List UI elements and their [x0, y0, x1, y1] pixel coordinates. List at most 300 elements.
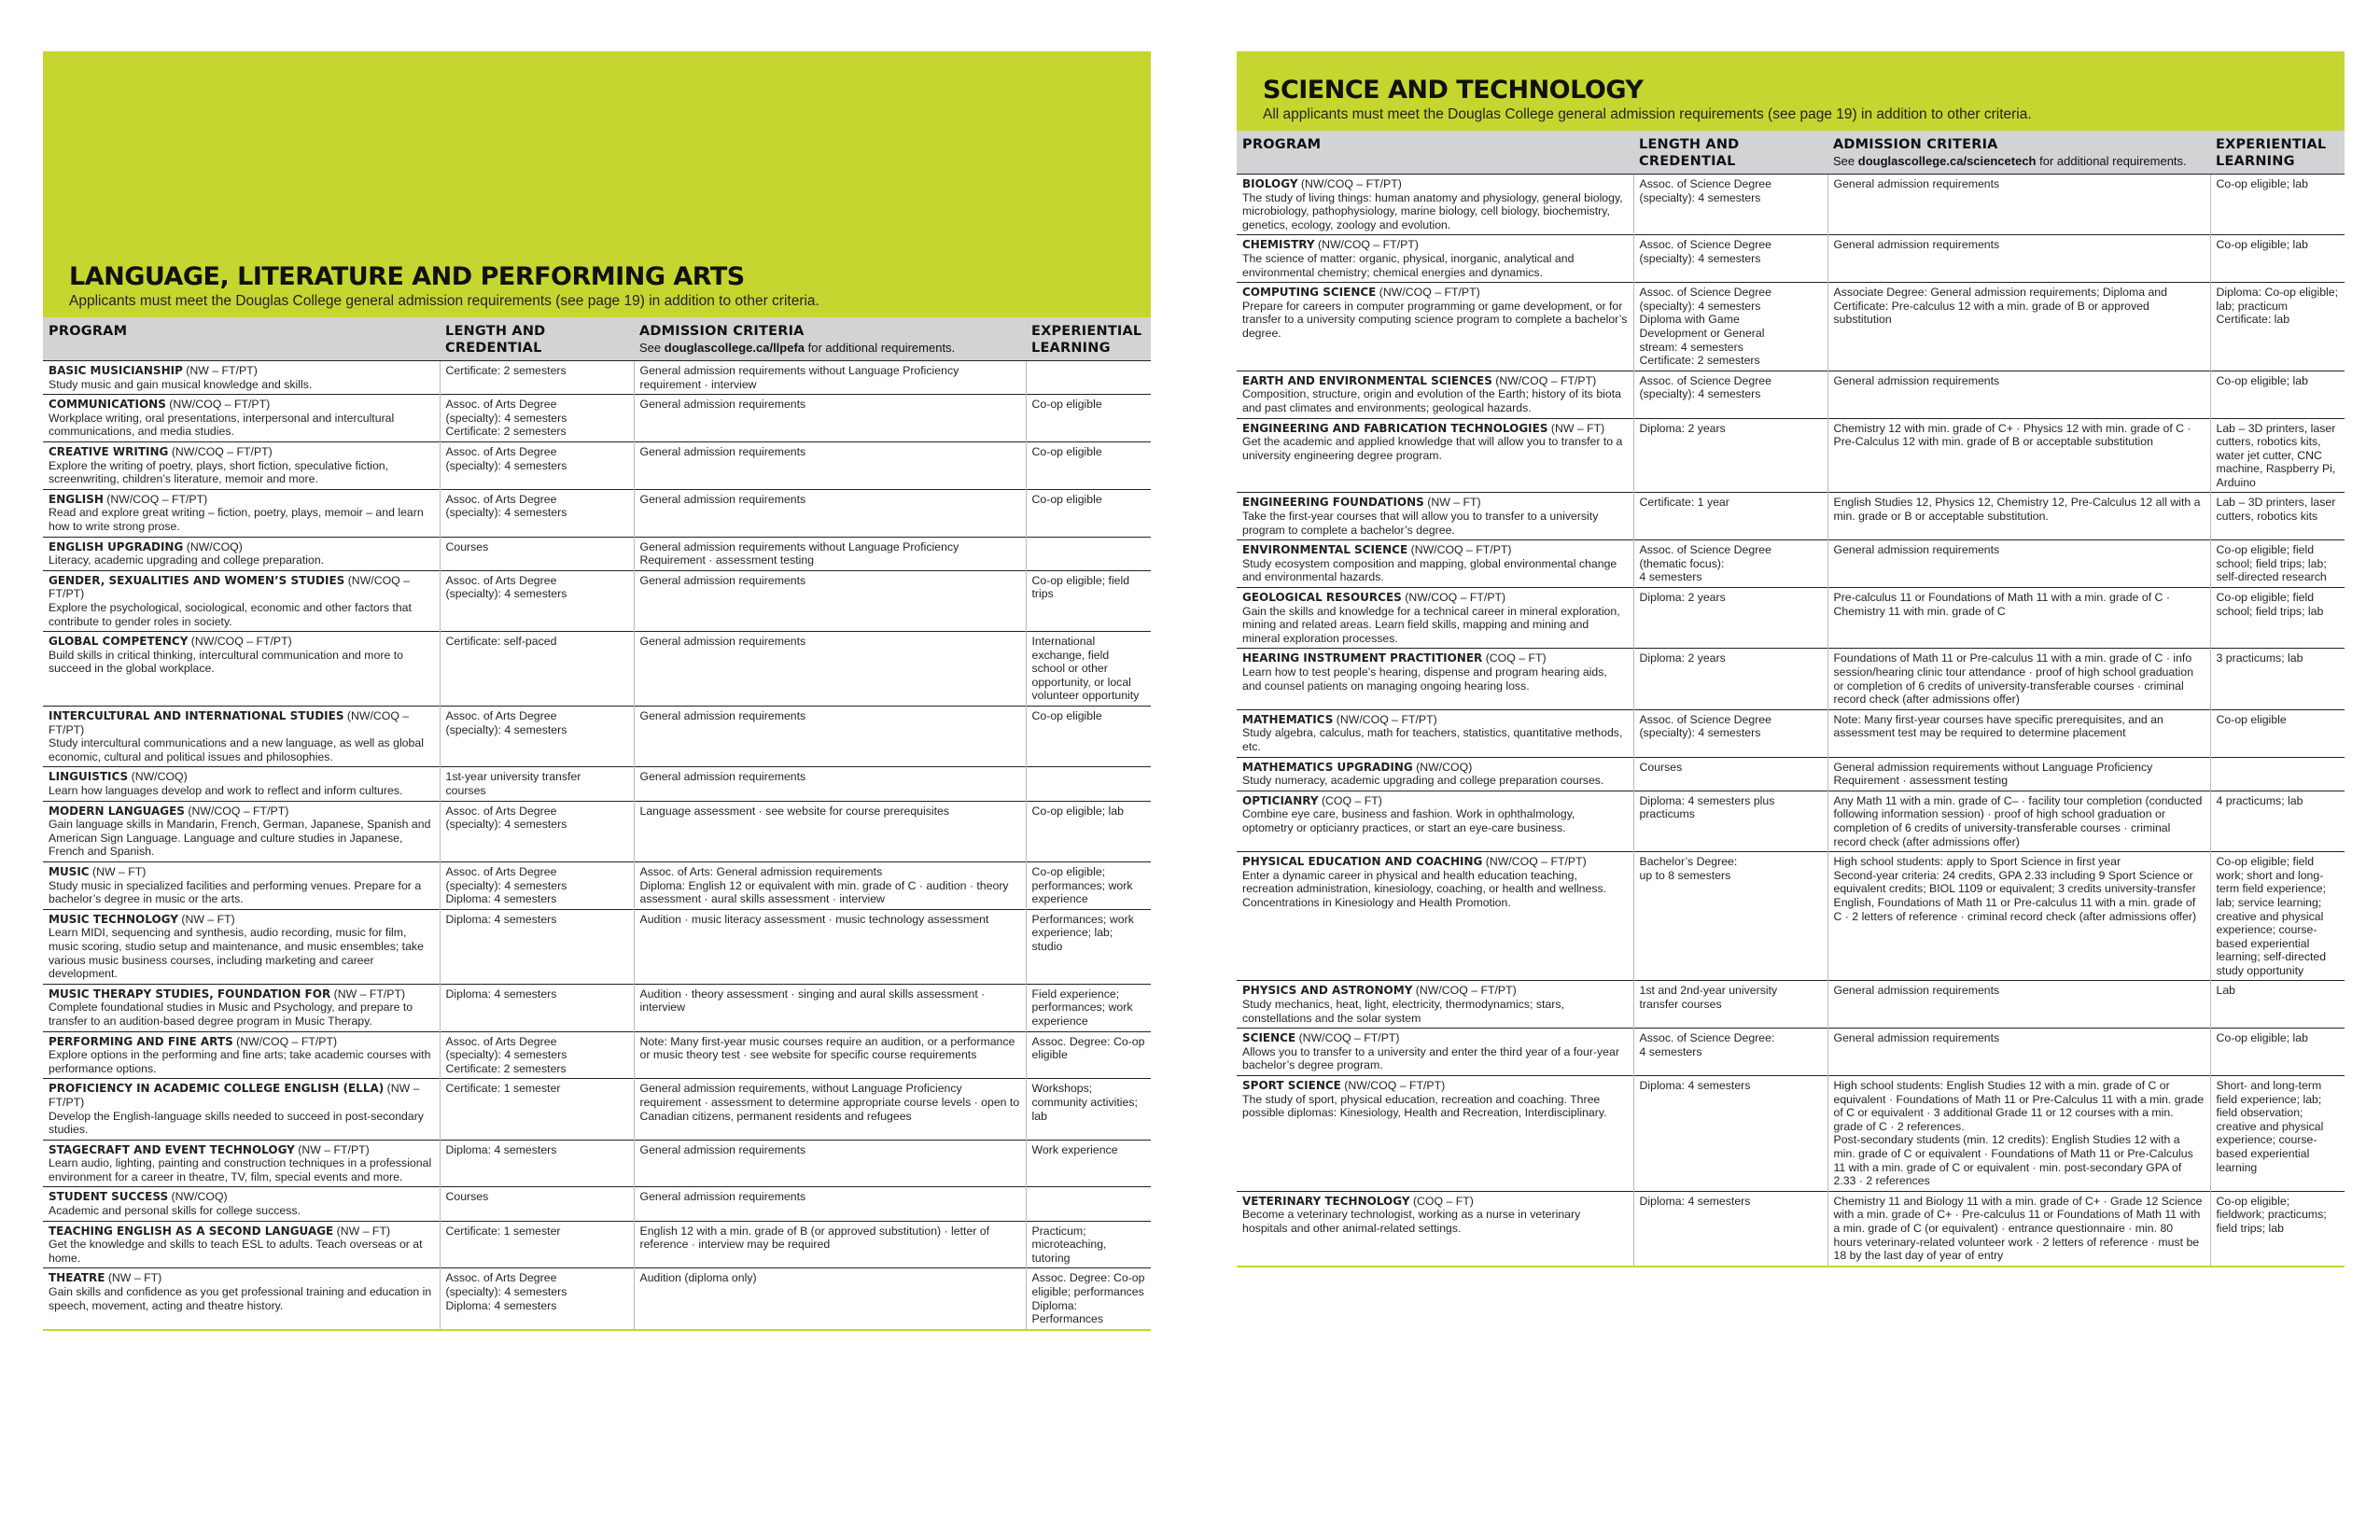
header-criteria	[1827, 131, 2210, 175]
program-name: ENGINEERING AND FABRICATION TECHNOLOGIES	[1242, 421, 1548, 435]
program-campus-code: (NW/COQ – FT/PT)	[1297, 177, 1402, 190]
experiential-learning-cell: Practicum; microteaching, tutoring	[1026, 1221, 1151, 1268]
length-credential-cell: Courses	[1633, 757, 1827, 791]
admission-criteria-cell: General admission requirements	[634, 1187, 1026, 1221]
program-table	[43, 317, 1151, 1331]
table-row	[43, 632, 1151, 707]
program-name: SCIENCE	[1242, 1031, 1296, 1045]
experiential-learning-cell: Co-op eligible; field work; short and long-term field experience; lab; service learning; creative and physical experience; course-based experiential learning; self-directed study opportunity	[2210, 852, 2345, 981]
table-row	[1237, 791, 2345, 851]
experiential-learning-cell: Co-op eligible; lab	[2210, 235, 2345, 283]
table-row	[43, 1268, 1151, 1330]
program-cell	[1237, 1076, 1633, 1192]
experiential-learning-cell: Workshops; community activities; lab	[1026, 1079, 1151, 1140]
program-campus-code: (NW/COQ – FT/PT)	[1401, 591, 1506, 605]
header-program: PROGRAM	[1237, 131, 1633, 175]
table-row	[1237, 709, 2345, 757]
program-description: The science of matter: organic, physical, inorganic, analytical and environmental chemistry; chemical energies and dynamics.	[1242, 251, 1575, 279]
length-credential-cell: Diploma: 4 semesters	[440, 909, 634, 984]
program-campus-code: (NW/COQ – FT/PT)	[184, 804, 289, 818]
experiential-learning-cell: Short- and long-term field experience; lab; field observation; creative and physical experience; course-based experiential learning	[2210, 1076, 2345, 1192]
admission-criteria-cell: General admission requirements	[634, 441, 1026, 489]
experiential-learning-cell: Co-op eligible	[1026, 395, 1151, 442]
header-criteria-label: ADMISSION CRITERIA	[1833, 137, 1998, 152]
admission-criteria-cell: General admission requirements	[1827, 540, 2210, 588]
length-credential-cell: Courses	[440, 537, 634, 570]
program-name: ENGLISH UPGRADING	[49, 539, 184, 553]
program-description: The study of sport, physical education, recreation and coaching. Three possible diplomas: Kinesiology, Health and Recreation, Interdisciplinary.	[1242, 1092, 1607, 1120]
table-header-row	[43, 317, 1151, 361]
admission-criteria-cell: High school students: English Studies 12 with a min. grade of C or equivalent · Foundations of Math 11 or Pre-Calculus 11 with a min. grade of C or equivalent · 3 additional Grade 11 or 12 courses with a min. grade of C · 2 references. Post-secondary students (min. 12 credits): English Studies 12 with a min. grade of C or equivalent · Foundations of Math 11 or Pre-Calculus 11 with a min. grade of C or equivalent · min. post-secondary GPA of 2.33 · 2 references	[1827, 1076, 2210, 1192]
program-cell	[1237, 757, 1633, 791]
program-campus-code: (NW/COQ – FT/PT)	[1407, 543, 1512, 557]
program-description: Study numeracy, academic upgrading and college preparation courses.	[1242, 774, 1604, 788]
admission-criteria-cell: General admission requirements	[1827, 371, 2210, 418]
program-description: Explore options in the performing and fine arts; take academic courses with performance options.	[49, 1048, 431, 1075]
program-name: MATHEMATICS	[1242, 712, 1334, 726]
program-name: BIOLOGY	[1242, 177, 1298, 190]
program-campus-code: (NW/COQ – FT/PT)	[1412, 984, 1517, 998]
program-name: ENGINEERING FOUNDATIONS	[1242, 496, 1424, 510]
program-cell	[1237, 418, 1633, 493]
length-credential-cell: Assoc. of Science Degree (specialty): 4 semesters	[1633, 175, 1827, 235]
length-credential-cell: Assoc. of Science Degree (specialty): 4 semesters	[1633, 709, 1827, 757]
admission-criteria-cell: Foundations of Math 11 or Pre-calculus 11 with a min. grade of C · info session/hearing clinic tour attendance · proof of high school graduation or completion of 6 credits of university-transferable courses · criminal record check (after admissions offer)	[1827, 649, 2210, 709]
program-name: STAGECRAFT AND EVENT TECHNOLOGY	[49, 1142, 295, 1156]
program-campus-code: (NW/COQ – FT/PT)	[1482, 855, 1587, 869]
program-cell	[43, 361, 440, 395]
table-row	[43, 441, 1151, 489]
criteria-link[interactable]: douglascollege.ca/sciencetech	[1857, 154, 2037, 168]
table-row	[1237, 588, 2345, 649]
program-name: INTERCULTURAL AND INTERNATIONAL STUDIES	[49, 709, 344, 723]
header-criteria-label: ADMISSION CRITERIA	[639, 324, 805, 339]
program-name: PHYSICAL EDUCATION AND COACHING	[1242, 855, 1483, 869]
table-row	[43, 801, 1151, 861]
admission-criteria-cell: Audition · theory assessment · singing and aural skills assessment · interview	[634, 984, 1026, 1031]
program-cell	[43, 984, 440, 1031]
admission-criteria-cell: General admission requirements without Language Proficiency Requirement · assessment testing	[634, 537, 1026, 570]
program-cell	[43, 489, 440, 537]
program-campus-code: (NW – FT)	[1547, 421, 1605, 435]
experiential-learning-cell: Lab – 3D printers, laser cutters, robotics kits	[2210, 493, 2345, 540]
table-row	[43, 1221, 1151, 1268]
length-credential-cell: Assoc. of Arts Degree (specialty): 4 semesters	[440, 489, 634, 537]
program-cell	[43, 1140, 440, 1187]
admission-criteria-cell: Chemistry 12 with min. grade of C+ · Physics 12 with min. grade of C · Pre-Calculus 12 with min. grade of B or acceptable substitution	[1827, 418, 2210, 493]
program-name: MUSIC THERAPY STUDIES, FOUNDATION FOR	[49, 987, 331, 1001]
admission-criteria-cell: General admission requirements	[1827, 175, 2210, 235]
experiential-learning-cell	[1026, 1187, 1151, 1221]
program-cell	[1237, 709, 1633, 757]
program-campus-code: (NW/COQ)	[1412, 760, 1473, 774]
criteria-note-post: for additional requirements.	[805, 341, 956, 355]
table-row	[1237, 283, 2345, 371]
program-cell	[1237, 493, 1633, 540]
program-name: GEOLOGICAL RESOURCES	[1242, 591, 1402, 605]
program-table	[1237, 131, 2345, 1267]
table-row	[43, 570, 1151, 631]
experiential-learning-cell: Co-op eligible; field trips	[1026, 570, 1151, 631]
experiential-learning-cell: Co-op eligible; lab	[1026, 801, 1151, 861]
experiential-learning-cell: Co-op eligible	[1026, 707, 1151, 767]
table-row	[43, 862, 1151, 910]
table-row	[1237, 371, 2345, 418]
length-credential-cell: Assoc. of Arts Degree (specialty): 4 semesters Diploma: 4 semesters	[440, 1268, 634, 1330]
program-description: Read and explore great writing – fiction, poetry, plays, memoir – and learn how to write strong prose.	[49, 506, 424, 533]
header-criteria	[634, 317, 1026, 361]
program-name: ENGLISH	[49, 492, 104, 506]
program-campus-code: (NW/COQ)	[128, 770, 188, 784]
criteria-link[interactable]: douglascollege.ca/llpefa	[664, 341, 805, 355]
program-campus-code: (COQ – FT)	[1409, 1194, 1474, 1208]
program-name: MATHEMATICS UPGRADING	[1242, 760, 1413, 774]
admission-criteria-cell: General admission requirements without Language Proficiency Requirement · assessment testing	[1827, 757, 2210, 791]
program-name: PHYSICS AND ASTRONOMY	[1242, 984, 1413, 998]
program-cell	[43, 909, 440, 984]
header-experiential: EXPERIENTIAL LEARNING	[1026, 317, 1151, 361]
program-cell	[43, 1079, 440, 1140]
admission-criteria-cell: Audition (diploma only)	[634, 1268, 1026, 1330]
program-name: TEACHING ENGLISH AS A SECOND LANGUAGE	[49, 1224, 334, 1238]
program-description: Develop the English-language skills needed to succeed in post-secondary studies.	[49, 1109, 424, 1137]
experiential-learning-cell: Co-op eligible; lab	[2210, 175, 2345, 235]
admission-criteria-cell: Any Math 11 with a min. grade of C– · facility tour completion (conducted following information session) · proof of high school graduation or completion of 6 credits of university-transferable courses · criminal record check (after admissions offer)	[1827, 791, 2210, 851]
table-row	[1237, 418, 2345, 493]
program-cell	[43, 862, 440, 910]
program-name: SPORT SCIENCE	[1242, 1079, 1341, 1093]
experiential-learning-cell: Co-op eligible; field school; field trips; lab; self-directed research	[2210, 540, 2345, 588]
admission-criteria-cell: General admission requirements, without Language Proficiency requirement · assessment to determine appropriate course levels · open to Canadian citizens, permanent residents and refugees	[634, 1079, 1026, 1140]
program-cell	[43, 441, 440, 489]
section-banner	[43, 51, 1151, 317]
program-description: The study of living things: human anatomy and physiology, general biology, microbiology, pathophysiology, marine biology, cell biology, biochemistry, genetics, ecology, zoology and evolution.	[1242, 190, 1623, 231]
program-name: OPTICIANRY	[1242, 793, 1319, 807]
admission-criteria-cell: General admission requirements	[634, 489, 1026, 537]
experiential-learning-cell: Performances; work experience; lab; studio	[1026, 909, 1151, 984]
admission-criteria-cell: High school students: apply to Sport Science in first year Second-year criteria: 24 credits, GPA 2.33 including 9 Sport Science or equivalent credits; BIOL 1109 or equivalent; 3 credits university-transfer English, Foundations of Math 11 or Pre-calculus 11 with a min. grade of C · 2 letters of reference · criminal record check (after admissions offer)	[1827, 852, 2210, 981]
table-row	[1237, 540, 2345, 588]
program-description: Take the first-year courses that will allow you to transfer to a university program to complete a bachelor’s degree.	[1242, 510, 1599, 537]
program-campus-code: (NW/COQ – FT/PT)	[1340, 1079, 1446, 1093]
table-row	[1237, 852, 2345, 981]
table-row	[43, 1187, 1151, 1221]
admission-criteria-cell: Language assessment · see website for course prerequisites	[634, 801, 1026, 861]
experiential-learning-cell: Lab – 3D printers, laser cutters, robotics kits, water jet cutter, CNC machine, Raspberry Pi, Arduino	[2210, 418, 2345, 493]
length-credential-cell: Certificate: self-paced	[440, 632, 634, 707]
admission-criteria-cell: Assoc. of Arts: General admission requirements Diploma: English 12 or equivalent with min. grade of C · audition · theory assessment · aural skills assessment · interview	[634, 862, 1026, 910]
length-credential-cell: Assoc. of Arts Degree (specialty): 4 semesters	[440, 441, 634, 489]
length-credential-cell: Assoc. of Arts Degree (specialty): 4 semesters	[440, 570, 634, 631]
table-row	[43, 707, 1151, 767]
experiential-learning-cell: Assoc. Degree: Co-op eligible; performances Diploma: Performances	[1026, 1268, 1151, 1330]
length-credential-cell: Assoc. of Science Degree (specialty): 4 semesters	[1633, 371, 1827, 418]
right-panel	[1237, 51, 2345, 1267]
length-credential-cell: Courses	[440, 1187, 634, 1221]
length-credential-cell: Diploma: 2 years	[1633, 588, 1827, 649]
program-campus-code: (NW – FT)	[1423, 496, 1481, 510]
length-credential-cell: Assoc. of Science Degree (specialty): 4 semesters	[1633, 235, 1827, 283]
program-description: Combine eye care, business and fashion. Work in ophthalmology, optometry or opticianry practices, or start an eye-care business.	[1242, 807, 1575, 834]
table-row	[43, 361, 1151, 395]
program-name: GLOBAL COMPETENCY	[49, 635, 189, 649]
criteria-note	[639, 340, 1020, 357]
admission-criteria-cell: Note: Many first-year music courses require an audition, or a performance or music theory test · see website for specific course requirements	[634, 1031, 1026, 1079]
program-campus-code: (NW/COQ – FT/PT)	[1333, 712, 1437, 726]
admission-criteria-cell: General admission requirements	[1827, 235, 2210, 283]
table-row	[1237, 175, 2345, 235]
experiential-learning-cell: Field experience; performances; work experience	[1026, 984, 1151, 1031]
admission-criteria-cell: English Studies 12, Physics 12, Chemistry 12, Pre-Calculus 12 all with a min. grade or B or acceptable substitution.	[1827, 493, 2210, 540]
program-description: Literacy, academic upgrading and college preparation.	[49, 553, 325, 567]
program-description: Become a veterinary technologist, working as a nurse in veterinary hospitals and other animal-related settings.	[1242, 1208, 1581, 1235]
program-description: Learn how to test people’s hearing, dispense and program hearing aids, and counsel patients on managing ongoing hearing loss.	[1242, 665, 1607, 693]
table-row	[1237, 235, 2345, 283]
experiential-learning-cell	[1026, 767, 1151, 801]
table-row	[43, 1079, 1151, 1140]
criteria-note-pre: See	[1833, 154, 1858, 168]
program-description: Get the knowledge and skills to teach ESL to adults. Teach overseas or at home.	[49, 1238, 423, 1265]
header-program: PROGRAM	[43, 317, 440, 361]
program-cell	[43, 707, 440, 767]
length-credential-cell: Diploma: 2 years	[1633, 649, 1827, 709]
admission-criteria-cell: General admission requirements	[1827, 981, 2210, 1029]
admission-criteria-cell: General admission requirements without Language Proficiency requirement · interview	[634, 361, 1026, 395]
experiential-learning-cell: Co-op eligible	[2210, 709, 2345, 757]
program-cell	[1237, 283, 1633, 371]
program-campus-code: (NW/COQ – FT/PT)	[49, 573, 410, 601]
header-experiential: EXPERIENTIAL LEARNING	[2210, 131, 2345, 175]
program-cell	[1237, 981, 1633, 1029]
criteria-note	[1833, 153, 2205, 170]
program-campus-code: (NW/COQ – FT/PT)	[232, 1034, 338, 1048]
experiential-learning-cell: Co-op eligible	[1026, 441, 1151, 489]
program-campus-code: (NW – FT/PT)	[49, 1082, 420, 1109]
program-description: Learn audio, lighting, painting and construction techniques in a professional environment for a career in theatre, TV, film, special events and more.	[49, 1156, 432, 1183]
program-name: PROFICIENCY IN ACADEMIC COLLEGE ENGLISH (ELLA)	[49, 1082, 385, 1096]
program-description: Study mechanics, heat, light, electricity, thermodynamics; stars, constellations and the solar system	[1242, 998, 1564, 1025]
program-description: Study intercultural communications and a new language, as well as global economic, cultural and political issues and philosophies.	[49, 736, 424, 763]
admission-criteria-cell: Chemistry 11 and Biology 11 with a min. grade of C+ · Grade 12 Science with a min. grade of C+ · Pre-calculus 11 or Foundations of Math 11 with a min. grade of C (or equivalent) · entrance questionnaire · min. 80 hours veterinary-related volunteer work · 2 letters of reference · must be 18 by the last day of year of entry	[1827, 1191, 2210, 1266]
program-cell	[1237, 1029, 1633, 1076]
experiential-learning-cell: Co-op eligible; field school; field trips; lab	[2210, 588, 2345, 649]
length-credential-cell: Assoc. of Arts Degree (specialty): 4 semesters Diploma: 4 semesters	[440, 862, 634, 910]
table-row	[43, 395, 1151, 442]
criteria-note-post: for additional requirements.	[2036, 154, 2187, 168]
length-credential-cell: Assoc. of Arts Degree (specialty): 4 semesters	[440, 801, 634, 861]
program-description: Learn MIDI, sequencing and synthesis, audio recording, music for film, music scoring, studio setup and maintenance, and music ensembles; take various music business courses, including marketing and career development.	[49, 926, 424, 981]
admission-criteria-cell: Audition · music literacy assessment · music technology assessment	[634, 909, 1026, 984]
program-name: COMMUNICATIONS	[49, 398, 166, 412]
experiential-learning-cell: 4 practicums; lab	[2210, 791, 2345, 851]
program-cell	[43, 1187, 440, 1221]
program-cell	[43, 801, 440, 861]
header-length: LENGTH AND CREDENTIAL	[440, 317, 634, 361]
program-name: HEARING INSTRUMENT PRACTITIONER	[1242, 651, 1483, 665]
admission-criteria-cell: Pre-calculus 11 or Foundations of Math 11 with a min. grade of C · Chemistry 11 with min. grade of C	[1827, 588, 2210, 649]
program-description: Explore the psychological, sociological, economic and other factors that contribute to gender roles in society.	[49, 600, 412, 628]
admission-criteria-cell: General admission requirements	[634, 570, 1026, 631]
length-credential-cell: Assoc. of Science Degree: 4 semesters	[1633, 1029, 1827, 1076]
experiential-learning-cell: Assoc. Degree: Co-op eligible	[1026, 1031, 1151, 1079]
header-length: LENGTH AND CREDENTIAL	[1633, 131, 1827, 175]
program-description: Get the academic and applied knowledge that will allow you to transfer to a university engineering degree program.	[1242, 435, 1623, 462]
program-cell	[1237, 175, 1633, 235]
length-credential-cell: Assoc. of Arts Degree (specialty): 4 semesters	[440, 707, 634, 767]
program-campus-code: (NW – FT/PT)	[182, 364, 258, 377]
program-name: BASIC MUSICIANSHIP	[49, 364, 183, 377]
program-description: Gain language skills in Mandarin, French, German, Japanese, Spanish and American Sign Language. Language and culture studies in Japanese, French and Spanish.	[49, 818, 431, 859]
admission-criteria-cell: General admission requirements	[634, 632, 1026, 707]
program-cell	[43, 537, 440, 570]
program-campus-code: (COQ – FT)	[1318, 793, 1382, 807]
program-campus-code: (NW – FT)	[333, 1224, 391, 1238]
program-description: Study algebra, calculus, math for teachers, statistics, quantitative methods, etc.	[1242, 726, 1623, 753]
table-row	[1237, 493, 2345, 540]
program-cell	[1237, 649, 1633, 709]
experiential-learning-cell: Co-op eligible; lab	[2210, 1029, 2345, 1076]
length-credential-cell: Certificate: 2 semesters	[440, 361, 634, 395]
program-name: VETERINARY TECHNOLOGY	[1242, 1194, 1410, 1208]
program-cell	[1237, 540, 1633, 588]
table-row	[1237, 1076, 2345, 1192]
program-description: Composition, structure, origin and evolution of the Earth; history of its biota and past climates and environments; geological hazards.	[1242, 387, 1622, 414]
program-description: Prepare for careers in computer programming or game development, or for transfer to a university computing science program to complete a bachelor’s degree.	[1242, 299, 1628, 340]
length-credential-cell: Certificate: 1 semester	[440, 1221, 634, 1268]
experiential-learning-cell	[1026, 537, 1151, 570]
program-cell	[1237, 588, 1633, 649]
program-description: Study music and gain musical knowledge and skills.	[49, 377, 313, 391]
table-row	[1237, 981, 2345, 1029]
table-row	[43, 1140, 1151, 1187]
program-name: THEATRE	[49, 1271, 105, 1285]
table-row	[1237, 1029, 2345, 1076]
table-row	[43, 984, 1151, 1031]
experiential-learning-cell: International exchange, field school or other opportunity, or local volunteer opportunity	[1026, 632, 1151, 707]
experiential-learning-cell: Lab	[2210, 981, 2345, 1029]
program-name: GENDER, SEXUALITIES AND WOMEN’S STUDIES	[49, 573, 345, 587]
program-description: Academic and personal skills for college success.	[49, 1204, 301, 1218]
length-credential-cell: Diploma: 4 semesters	[440, 984, 634, 1031]
admission-criteria-cell: General admission requirements	[634, 767, 1026, 801]
length-credential-cell: Diploma: 4 semesters	[1633, 1191, 1827, 1266]
experiential-learning-cell: Co-op eligible; lab	[2210, 371, 2345, 418]
program-cell	[43, 632, 440, 707]
table-row	[1237, 649, 2345, 709]
program-cell	[1237, 791, 1633, 851]
experiential-learning-cell	[2210, 757, 2345, 791]
section-subtitle: Applicants must meet the Douglas College general admission requirements (see page 19) in addition to other criteria.	[69, 293, 819, 309]
admission-criteria-cell: English 12 with a min. grade of B (or approved substitution) · letter of reference · interview may be required	[634, 1221, 1026, 1268]
program-cell	[43, 570, 440, 631]
program-description: Gain the skills and knowledge for a technical career in mineral exploration, mining and related areas. Learn field skills, mapping and mining and mineral exploration processes.	[1242, 604, 1620, 645]
experiential-learning-cell: Co-op eligible; performances; work experience	[1026, 862, 1151, 910]
length-credential-cell: 1st-year university transfer courses	[440, 767, 634, 801]
program-description: Gain skills and confidence as you get professional training and education in speech, movement, acting and theatre history.	[49, 1285, 432, 1312]
length-credential-cell: Diploma: 4 semesters	[440, 1140, 634, 1187]
length-credential-cell: Certificate: 1 semester	[440, 1079, 634, 1140]
admission-criteria-cell: Associate Degree: General admission requirements; Diploma and Certificate: Pre-calculus 12 with a min. grade of B or approved substitution	[1827, 283, 2210, 371]
length-credential-cell: Assoc. of Arts Degree (specialty): 4 semesters Certificate: 2 semesters	[440, 1031, 634, 1079]
length-credential-cell: Bachelor’s Degree: up to 8 semesters	[1633, 852, 1827, 981]
program-campus-code: (NW – FT/PT)	[330, 987, 406, 1001]
program-cell	[43, 1221, 440, 1268]
program-campus-code: (NW/COQ – FT/PT)	[103, 492, 208, 506]
program-description: Explore the writing of poetry, plays, short fiction, speculative fiction, screenwriting, children’s literature, memoir and more.	[49, 458, 389, 486]
program-description: Build skills in critical thinking, intercultural communication and more to succeed in the global workplace.	[49, 648, 403, 676]
length-credential-cell: Assoc. of Science Degree (thematic focus): 4 semesters	[1633, 540, 1827, 588]
program-cell	[43, 1031, 440, 1079]
program-campus-code: (NW/COQ – FT/PT)	[1491, 373, 1597, 387]
experiential-learning-cell: Diploma: Co-op eligible; lab; practicum Certificate: lab	[2210, 283, 2345, 371]
program-cell	[1237, 1191, 1633, 1266]
program-name: COMPUTING SCIENCE	[1242, 286, 1377, 300]
program-campus-code: (NW/COQ – FT/PT)	[168, 444, 273, 458]
program-campus-code: (COQ – FT)	[1482, 651, 1547, 665]
admission-criteria-cell: Note: Many first-year courses have specific prerequisites, and an assessment test may be required to determine placement	[1827, 709, 2210, 757]
program-name: MUSIC	[49, 865, 90, 878]
table-body	[43, 361, 1151, 1330]
admission-criteria-cell: General admission requirements	[634, 395, 1026, 442]
table-row	[1237, 1191, 2345, 1266]
table-row	[1237, 757, 2345, 791]
program-name: MODERN LANGUAGES	[49, 804, 185, 818]
table-row	[43, 489, 1151, 537]
program-description: Enter a dynamic career in physical and health education teaching, recreation administration, kinesiology, coaching, or health and wellness. Concentrations in Kinesiology and Health Promotion.	[1242, 868, 1607, 909]
program-name: CREATIVE WRITING	[49, 444, 169, 458]
criteria-note-pre: See	[639, 341, 665, 355]
program-description: Complete foundational studies in Music and Psychology, and prepare to transfer to an audition-based degree program in Music Therapy.	[49, 1001, 413, 1028]
section-title: SCIENCE AND TECHNOLOGY	[1263, 76, 1644, 105]
program-campus-code: (NW/COQ – FT/PT)	[1314, 238, 1419, 252]
experiential-learning-cell: Co-op eligible	[1026, 489, 1151, 537]
table-row	[43, 767, 1151, 801]
program-cell	[43, 767, 440, 801]
program-cell	[43, 395, 440, 442]
program-campus-code: (NW/COQ – FT/PT)	[188, 635, 292, 649]
length-credential-cell: Diploma: 4 semesters plus practicums	[1633, 791, 1827, 851]
program-campus-code: (NW/COQ – FT/PT)	[49, 709, 410, 736]
program-campus-code: (NW – FT/PT)	[294, 1142, 370, 1156]
program-campus-code: (NW/COQ – FT/PT)	[1376, 286, 1480, 300]
program-campus-code: (NW/COQ)	[168, 1190, 228, 1204]
program-campus-code: (NW/COQ – FT/PT)	[1295, 1031, 1400, 1045]
program-name: PERFORMING AND FINE ARTS	[49, 1034, 233, 1048]
admission-criteria-cell: General admission requirements	[1827, 1029, 2210, 1076]
program-campus-code: (NW/COQ – FT/PT)	[165, 398, 271, 412]
program-cell	[1237, 852, 1633, 981]
table-row	[43, 909, 1151, 984]
program-description: Workplace writing, oral presentations, interpersonal and intercultural communications, and media studies.	[49, 411, 395, 439]
left-panel	[43, 51, 1151, 1331]
length-credential-cell: Certificate: 1 year	[1633, 493, 1827, 540]
table-header-row	[1237, 131, 2345, 175]
program-description: Learn how languages develop and work to reflect and inform cultures.	[49, 784, 403, 798]
experiential-learning-cell	[1026, 361, 1151, 395]
program-name: MUSIC TECHNOLOGY	[49, 912, 178, 926]
program-campus-code: (NW – FT)	[177, 912, 235, 926]
experiential-learning-cell: Work experience	[1026, 1140, 1151, 1187]
program-description: Study music in specialized facilities and performing venues. Prepare for a bachelor’s degree in music or the arts.	[49, 878, 422, 906]
admission-criteria-cell: General admission requirements	[634, 1140, 1026, 1187]
program-cell	[1237, 235, 1633, 283]
program-campus-code: (NW – FT)	[105, 1271, 162, 1285]
program-name: CHEMISTRY	[1242, 238, 1315, 252]
program-cell	[43, 1268, 440, 1330]
section-title: LANGUAGE, LITERATURE AND PERFORMING ARTS	[69, 262, 745, 291]
program-name: STUDENT SUCCESS	[49, 1190, 169, 1204]
table-row	[43, 1031, 1151, 1079]
